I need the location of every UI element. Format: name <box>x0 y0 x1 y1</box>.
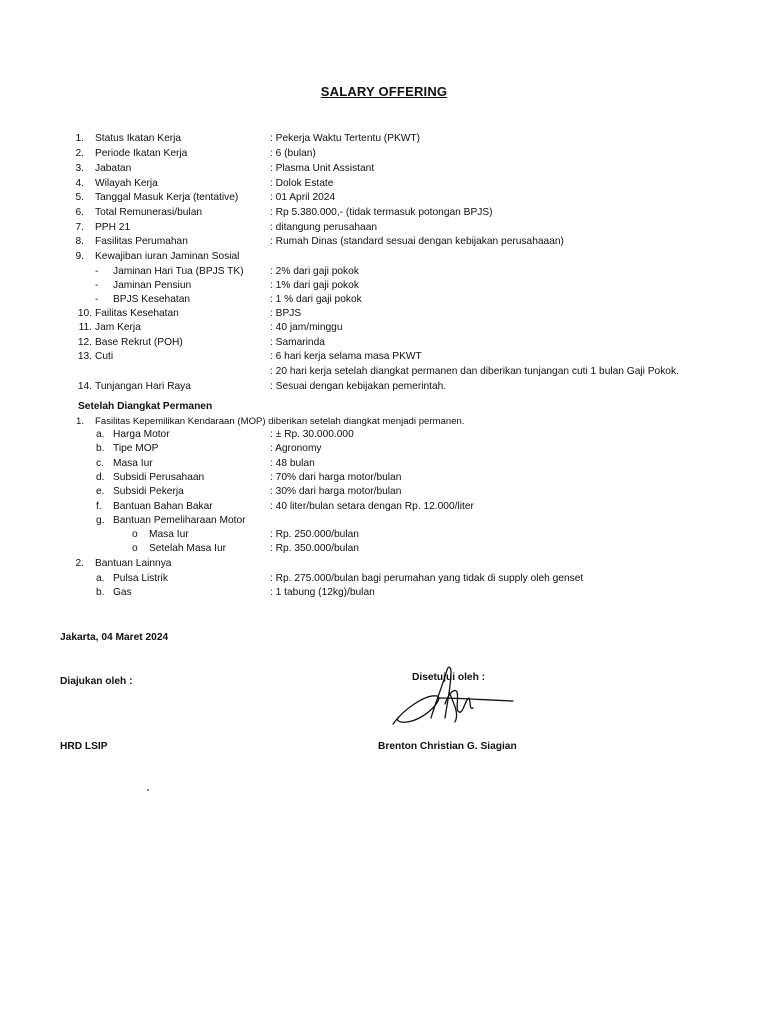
other-label: Gas <box>113 587 132 598</box>
submitted-by-label: Diajukan oleh : <box>60 676 133 687</box>
other-letter: a. <box>96 573 105 584</box>
item-value: : 6 hari kerja selama masa PKWT <box>270 351 422 362</box>
item-value: : 6 (bulan) <box>270 148 316 159</box>
submitter-name: HRD LSIP <box>60 741 108 752</box>
maintenance-label: Setelah Masa Iur <box>149 543 227 554</box>
sub-item-bullet: - <box>95 266 99 277</box>
mop-label: Masa Iur <box>113 458 153 469</box>
item-value: : ditangung perusahaan <box>270 222 378 233</box>
item-label: Kewajiban iuran Jaminan Sosial <box>95 251 240 262</box>
item-label: Total Remunerasi/bulan <box>95 207 203 218</box>
item-number: 1. <box>75 133 84 144</box>
maintenance-value: : Rp. 350.000/bulan <box>270 543 359 554</box>
maintenance-value: : Rp. 250.000/bulan <box>270 529 359 540</box>
mop-label: Harga Motor <box>113 429 170 440</box>
item-label: Periode Ikatan Kerja <box>95 148 188 159</box>
section-heading: Setelah Diangkat Permanen <box>78 401 213 412</box>
approver-name: Brenton Christian G. Siagian <box>378 741 517 752</box>
mop-value: : Agronomy <box>270 443 322 454</box>
sub-item-value: : 2% dari gaji pokok <box>270 266 359 277</box>
item-number: 8. <box>75 236 84 247</box>
item-value: : Dolok Estate <box>270 178 334 189</box>
document-title: SALARY OFFERING <box>320 84 448 99</box>
item-value: : 40 jam/minggu <box>270 322 343 333</box>
item-number: 3. <box>75 163 84 174</box>
mop-letter: a. <box>96 429 105 440</box>
mop-label: Bantuan Pemeliharaan Motor <box>113 515 246 526</box>
maintenance-bullet: o <box>132 543 138 554</box>
item-value: : Plasma Unit Assistant <box>270 163 375 174</box>
other-value: : Rp. 275.000/bulan bagi perumahan yang tidak di supply oleh genset <box>270 573 584 584</box>
sub-item-label: BPJS Kesehatan <box>113 294 191 305</box>
other-label: Pulsa Listrik <box>113 573 168 584</box>
sub-item-value: : 1% dari gaji pokok <box>270 280 359 291</box>
item-label: Cuti <box>95 351 114 362</box>
item-number: 7. <box>75 222 84 233</box>
item-number: 14. <box>77 381 92 392</box>
item-value: : Pekerja Waktu Tertentu (PKWT) <box>270 133 421 144</box>
mop-label: Bantuan Bahan Bakar <box>113 501 213 512</box>
item-value: : BPJS <box>270 308 302 319</box>
item-value: : Rumah Dinas (standard sesuai dengan kebijakan perusahaaan) <box>270 236 564 247</box>
item-label: Status Ikatan Kerja <box>95 133 182 144</box>
item-label: Tanggal Masuk Kerja (tentative) <box>95 192 239 203</box>
mop-label: Subsidi Pekerja <box>113 486 184 497</box>
mop-value: : ± Rp. 30.000.000 <box>270 429 354 440</box>
item-number: 10. <box>77 308 92 319</box>
mop-letter: d. <box>96 472 105 483</box>
mop-label: Tipe MOP <box>113 443 159 454</box>
item-label: Wilayah Kerja <box>95 178 158 189</box>
other-number: 2. <box>75 558 84 569</box>
item-label: Jam Kerja <box>95 322 141 333</box>
other-intro-text: Bantuan Lainnya <box>95 558 172 569</box>
item-value: : Rp 5.380.000,- (tidak termasuk potongan BPJS) <box>270 207 493 218</box>
item-number: 4. <box>75 178 84 189</box>
item-label: Fasilitas Perumahan <box>95 236 188 247</box>
sub-item-bullet: - <box>95 280 99 291</box>
mop-number: 1. <box>75 416 84 427</box>
item-number: 6. <box>75 207 84 218</box>
item-label: Tunjangan Hari Raya <box>95 381 191 392</box>
mop-letter: f. <box>96 501 102 512</box>
mop-value: : 30% dari harga motor/bulan <box>270 486 402 497</box>
sub-item-value: : 1 % dari gaji pokok <box>270 294 362 305</box>
mop-letter: b. <box>96 443 105 454</box>
other-value: : 1 tabung (12kg)/bulan <box>270 587 375 598</box>
mop-value: : 48 bulan <box>270 458 315 469</box>
speck-dot <box>147 789 149 791</box>
mop-value: : 40 liter/bulan setara dengan Rp. 12.000/liter <box>270 501 474 512</box>
mop-letter: e. <box>96 486 105 497</box>
item-number: 13. <box>77 351 92 362</box>
item-value: : Sesuai dengan kebijakan pemerintah. <box>270 381 447 392</box>
item-number: 9. <box>75 251 84 262</box>
item-label: Base Rekrut (POH) <box>95 337 183 348</box>
signature-image <box>385 662 515 734</box>
mop-label: Subsidi Perusahaan <box>113 472 205 483</box>
place-date: Jakarta, 04 Maret 2024 <box>60 632 169 643</box>
item-number: 11. <box>78 322 92 333</box>
other-letter: b. <box>96 587 105 598</box>
sub-item-label: Jaminan Pensiun <box>113 280 192 291</box>
sub-item-bullet: - <box>95 294 99 305</box>
item-label: Failitas Kesehatan <box>95 308 179 319</box>
item-label: Jabatan <box>95 163 132 174</box>
item-number: 5. <box>75 192 84 203</box>
item-label: PPH 21 <box>95 222 131 233</box>
mop-intro-text: Fasilitas Kepemilikan Kendaraan (MOP) diberikan setelah diangkat menjadi permanen. <box>95 416 465 427</box>
item-value: : Samarinda <box>270 337 325 348</box>
approved-by-label: Disetujui oleh : <box>412 672 486 683</box>
maintenance-label: Masa Iur <box>149 529 189 540</box>
item-number: 12. <box>77 337 92 348</box>
item-value: : 20 hari kerja setelah diangkat permanen dan diberikan tunjangan cuti 1 bulan Gaji Pokok. <box>270 366 679 377</box>
sub-item-label: Jaminan Hari Tua (BPJS TK) <box>113 266 244 277</box>
mop-letter: c. <box>96 458 104 469</box>
item-number: 2. <box>75 148 84 159</box>
maintenance-bullet: o <box>132 529 138 540</box>
mop-value: : 70% dari harga motor/bulan <box>270 472 402 483</box>
mop-letter: g. <box>96 515 105 526</box>
item-value: : 01 April 2024 <box>270 192 336 203</box>
